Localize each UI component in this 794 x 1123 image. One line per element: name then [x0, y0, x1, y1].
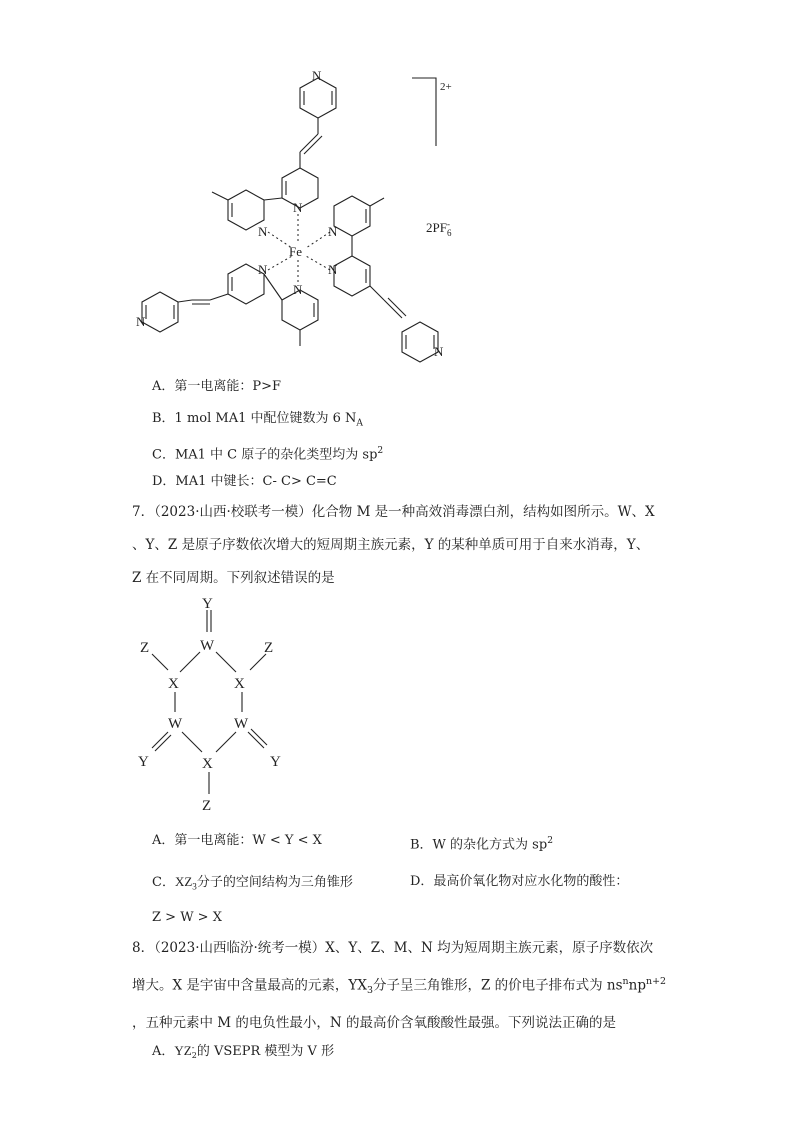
svg-text:Z: Z	[140, 640, 150, 656]
svg-text:N: N	[328, 224, 338, 239]
q7-option-d-continued: Z > W > X	[152, 910, 222, 925]
q6-option-c[interactable]: C．MA1 中 C 原子的杂化类型均为 $sp^2$	[152, 446, 384, 463]
svg-text:Y: Y	[270, 754, 281, 770]
svg-text:X: X	[202, 756, 213, 772]
svg-text:X: X	[168, 676, 179, 692]
svg-text:Z: Z	[264, 640, 274, 656]
svg-text:W: W	[168, 716, 183, 732]
fe-complex-structure	[0, 0, 794, 380]
q8-option-a[interactable]: A．YZ - 2 的 VSEPR 模型为 V 形	[152, 1042, 335, 1060]
svg-text:N: N	[293, 282, 303, 297]
q7-option-b[interactable]: B．W 的杂化方式为 $sp^2$	[410, 836, 553, 853]
counterion: 2PF - 6	[426, 219, 452, 239]
q7-option-d[interactable]: D．最高价氧化物对应水化物的酸性：	[410, 874, 629, 889]
q6-option-d[interactable]: D．MA1 中键长：C- C> C=C	[152, 474, 337, 489]
svg-text:N: N	[434, 344, 444, 359]
q6-option-b[interactable]: B．1 mol MA1 中配位键数为 6 $N_A$	[152, 411, 363, 429]
svg-text:N: N	[258, 224, 268, 239]
q7-stem: 7．（2023·山西·校联考一模）化合物 M 是一种高效消毒漂白剂，结构如图所示。W、X 、Y、Z 是原子序数依次增大的短周期主族元素，Y 的某种单质可用于自来水消毒，Y、 Z 在不同周期。下列叙述错误的是	[132, 504, 655, 586]
svg-text:X: X	[234, 676, 245, 692]
svg-text:N: N	[328, 262, 338, 277]
svg-text:Y: Y	[138, 754, 149, 770]
charge-label: 2+	[440, 81, 452, 93]
q7-option-c[interactable]: C．$XZ_3$分子的空间结构为三角锥形	[152, 874, 353, 892]
q6-option-a[interactable]: A．第一电离能：P>F	[152, 379, 282, 394]
svg-text:Z: Z	[202, 798, 212, 814]
svg-text:N: N	[136, 314, 146, 329]
svg-text:W: W	[200, 638, 215, 654]
q7-option-a[interactable]: A．第一电离能：W < Y < X	[152, 833, 322, 848]
atom-fe-label: Fe	[289, 244, 302, 259]
svg-text:Y: Y	[202, 596, 213, 612]
svg-text:N: N	[293, 200, 303, 215]
svg-text:W: W	[234, 716, 249, 732]
q8-stem: 8．（2023·山西临汾·统考一模）X、Y、Z、M、N 均为短周期主族元素，原子序数依次 增大。X 是宇宙中含量最高的元素，$YX_3$分子呈三角锥形，Z 的价电子排布式为 $ns^nnp^{n+2}$ ，五种元素中 M 的电负性最小，N 的最高价含氧酸酸性最强。下列说法正确的是	[132, 940, 666, 1032]
atom-n-label: N	[312, 68, 322, 83]
compound-m-structure	[120, 590, 300, 820]
svg-text:N: N	[258, 262, 268, 277]
